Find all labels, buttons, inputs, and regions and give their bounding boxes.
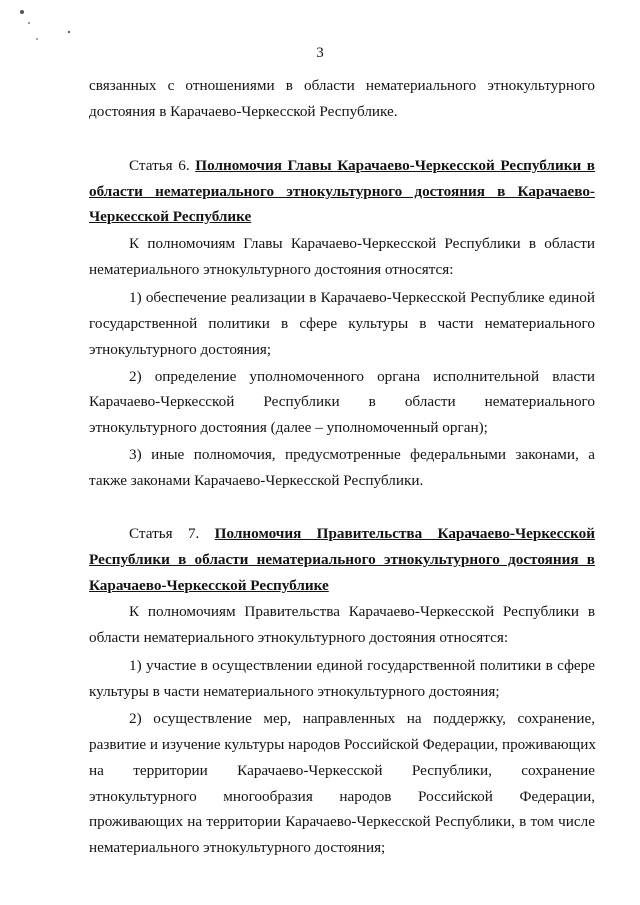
paragraph-line: К полномочиям Главы Карачаево-Черкесской Республики в области bbox=[129, 235, 595, 252]
article-6-title-cont: области нематериального этнокультурного достояния в Карачаево- bbox=[89, 183, 595, 200]
list-item-line: 2) определение уполномоченного органа исполнительной власти bbox=[129, 368, 595, 385]
article-7-heading-line bbox=[89, 576, 595, 596]
list-item-line: развитие и изучение культуры народов Российской Федерации, проживающих bbox=[89, 736, 596, 753]
list-item-line: этнокультурного достояния (далее – уполномоченный орган); bbox=[89, 419, 488, 436]
paragraph-line: области нематериального этнокультурного достояния относятся: bbox=[89, 629, 509, 646]
article-6-heading bbox=[129, 156, 595, 176]
list-item-line: государственной политики в сфере культуры в части нематериального bbox=[89, 315, 595, 332]
text-line: связанных с отношениями в области нематериального этнокультурного bbox=[89, 77, 595, 94]
list-item-line: этнокультурного многообразия народов Российской Федерации, bbox=[89, 788, 595, 805]
article-7-title-cont: Карачаево-Черкесской Республике bbox=[89, 577, 329, 594]
list-item-line: культуры в части нематериального этнокультурного достояния; bbox=[89, 683, 500, 700]
article-6-title-cont: Черкесской Республике bbox=[89, 208, 252, 225]
article-7-label: Статья 7. bbox=[129, 525, 200, 542]
article-7-title-cont: Республики в области нематериального этнокультурного достояния в bbox=[89, 551, 595, 568]
list-item-line: 2) осуществление мер, направленных на поддержку, сохранение, bbox=[129, 710, 595, 727]
text-line: достояния в Карачаево-Черкесской Республике. bbox=[89, 103, 398, 120]
article-6-heading-line bbox=[89, 182, 595, 202]
article-7-heading bbox=[129, 524, 595, 544]
list-item-line: 3) иные полномочия, предусмотренные федеральными законами, а bbox=[129, 446, 595, 463]
paragraph-line: нематериального этнокультурного достояния относятся: bbox=[89, 261, 454, 278]
article-7-heading-line bbox=[89, 550, 595, 570]
list-item-line: проживающих на территории Карачаево-Черкесской Республики, в том числе bbox=[89, 813, 595, 830]
article-7-title: Полномочия Правительства Карачаево-Черкесской bbox=[214, 525, 596, 542]
article-6-title: Полномочия Главы Карачаево-Черкесской Республики в bbox=[195, 157, 596, 174]
page-number: 3 bbox=[316, 45, 324, 61]
list-item-line: этнокультурного достояния; bbox=[89, 341, 272, 358]
list-item-line: нематериального этнокультурного достояния; bbox=[89, 839, 386, 856]
article-6-label: Статья 6. bbox=[129, 157, 190, 174]
list-item-line: также законами Карачаево-Черкесской Республики. bbox=[89, 472, 424, 489]
list-item-line: на территории Карачаево-Черкесской Республики, сохранение bbox=[89, 762, 595, 779]
article-6-heading-line bbox=[89, 207, 595, 227]
list-item-line: Карачаево-Черкесской Республики в области нематериального bbox=[89, 393, 595, 410]
paragraph-line: К полномочиям Правительства Карачаево-Черкесской Республики в bbox=[129, 603, 595, 620]
list-item-line: 1) участие в осуществлении единой государственной политики в сфере bbox=[129, 657, 595, 674]
list-item-line: 1) обеспечение реализации в Карачаево-Черкесской Республике единой bbox=[129, 289, 595, 306]
